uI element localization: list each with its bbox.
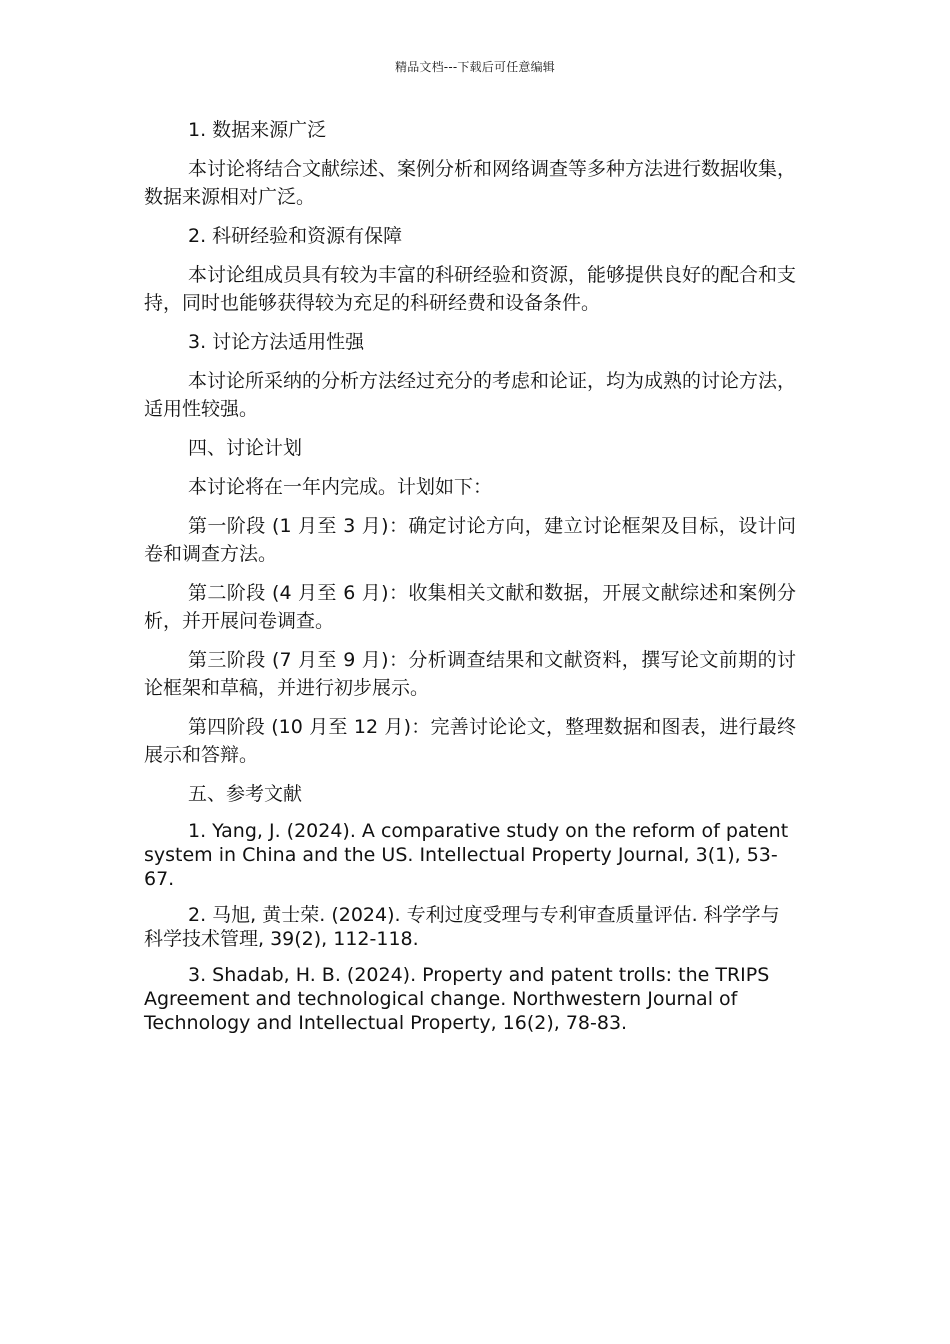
paragraph-phase-one: 第一阶段 (1 月至 3 月)：确定讨论方向，建立讨论框架及目标，设计问卷和调查方法。 bbox=[144, 515, 796, 565]
section-heading-references: 五、参考文献 bbox=[188, 783, 303, 805]
paragraph-plan-intro: 本讨论将在一年内完成。计划如下： bbox=[188, 476, 493, 498]
paragraph-method-applicability: 本讨论所采纳的分析方法经过充分的考虑和论证，均为成熟的讨论方法，适用性较强。 bbox=[144, 370, 797, 420]
paragraph-phase-four: 第四阶段 (10 月至 12 月)：完善讨论论文，整理数据和图表，进行最终展示和答辩。 bbox=[144, 716, 796, 766]
reference-item: 2. 马旭, 黄士荣. (2024). 专利过度受理与专利审查质量评估. 科学学与科学技术管理, 39(2), 112-118. bbox=[144, 904, 780, 950]
paragraph-phase-three: 第三阶段 (7 月至 9 月)：分析调查结果和文献资料，撰写论文前期的讨论框架和草稿，并进行初步展示。 bbox=[144, 649, 796, 699]
reference-item: 1. Yang, J. (2024). A comparative study on the reform of patent system in China and the US. Intellectual Property Journal, 3(1), 53-67. bbox=[144, 820, 789, 890]
section-heading-plan: 四、讨论计划 bbox=[188, 437, 303, 459]
reference-item: 3. Shadab, H. B. (2024). Property and patent trolls: the TRIPS Agreement and technological change. Northwestern Journal of Technology and Intellectual Property, 16(2), 78-83. bbox=[144, 964, 770, 1034]
page-header: 精品文档---下载后可任意编辑 bbox=[395, 60, 555, 74]
section-heading-method-applicability: 3. 讨论方法适用性强 bbox=[188, 331, 365, 353]
paragraph-data-sources: 本讨论将结合文献综述、案例分析和网络调查等多种方法进行数据收集，数据来源相对广泛。 bbox=[144, 158, 797, 208]
paragraph-research-resources: 本讨论组成员具有较为丰富的科研经验和资源，能够提供良好的配合和支持，同时也能够获得较为充足的科研经费和设备条件。 bbox=[144, 264, 797, 314]
document-body bbox=[144, 116, 796, 1047]
section-heading-research-resources: 2. 科研经验和资源有保障 bbox=[188, 225, 403, 247]
section-heading-data-sources: 1. 数据来源广泛 bbox=[188, 119, 327, 141]
paragraph-phase-two: 第二阶段 (4 月至 6 月)：收集相关文献和数据，开展文献综述和案例分析，并开展问卷调查。 bbox=[144, 582, 796, 632]
